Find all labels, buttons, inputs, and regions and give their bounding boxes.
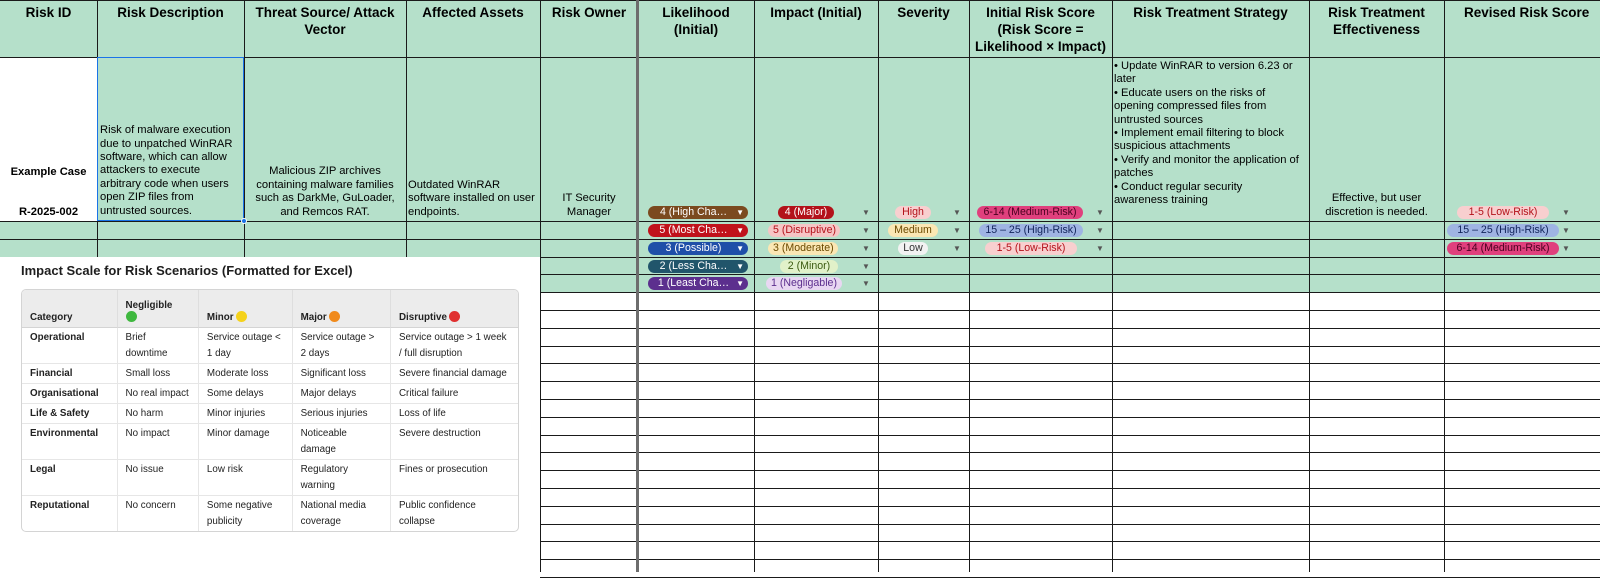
grid-row-line	[540, 435, 1600, 436]
initial-score-dropdown-1[interactable]	[977, 206, 1083, 219]
impact-table-row	[22, 404, 518, 424]
dropdown-caret-icon[interactable]: ▼	[1562, 226, 1570, 235]
threat-source-cell[interactable]: Malicious ZIP archives containing malware families such as DarkMe, GuLoader, and Remcos RAT.	[255, 165, 395, 218]
impact-col-label: Negligible	[125, 300, 173, 311]
impact-value-cell: Some delays	[198, 384, 292, 404]
likelihood-dropdown-3[interactable]	[648, 242, 748, 255]
risk-owner-cell[interactable]: IT Security Manager	[562, 192, 616, 218]
treatment-strategy-item: • Update WinRAR to version 6.23 or later	[1114, 60, 1293, 86]
impact-table-row	[22, 424, 518, 460]
impact-value-cell: Brief downtime	[117, 328, 198, 364]
impact-dropdown-1[interactable]	[778, 206, 834, 219]
impact-table-row	[22, 364, 518, 384]
column-header-7[interactable]: Impact (Initial)	[770, 5, 862, 20]
impact-dropdown-5[interactable]	[766, 277, 842, 290]
impact-value-cell: Regulatory warning	[292, 460, 390, 496]
impact-value-cell: Service outage < 1 day	[198, 328, 292, 364]
impact-dropdown-3[interactable]	[768, 242, 838, 255]
major-color-dot-icon	[329, 311, 340, 322]
impact-category-cell: Reputational	[30, 500, 90, 511]
dropdown-caret-icon[interactable]: ▼	[953, 226, 961, 235]
impact-col-header-minor	[198, 290, 292, 328]
impact-value-cell: Significant loss	[292, 364, 390, 384]
impact-value-cell: Serious injuries	[292, 404, 390, 424]
likelihood-dropdown-1-label: 4 (High Cha…	[659, 206, 728, 218]
impact-dropdown-2[interactable]	[768, 224, 840, 237]
grid-row-line	[540, 328, 1600, 329]
likelihood-dropdown-2[interactable]	[648, 224, 748, 237]
impact-value-cell: National media coverage	[292, 496, 390, 531]
likelihood-dropdown-5-label: 1 (Least Cha…	[657, 277, 730, 289]
dropdown-caret-icon: ▼	[736, 244, 744, 253]
severity-dropdown-3-label: Low	[903, 242, 923, 254]
impact-value-cell: Minor injuries	[198, 404, 292, 424]
severity-dropdown-1-label: High	[902, 206, 924, 218]
revised-score-dropdown-3-label: 6-14 (Medium-Risk)	[1456, 242, 1550, 254]
likelihood-dropdown-2-label: 5 (Most Cha…	[659, 224, 728, 236]
dropdown-caret-icon[interactable]: ▼	[862, 208, 870, 217]
severity-dropdown-2-label: Medium	[894, 224, 932, 236]
column-header-8[interactable]: Severity	[897, 5, 950, 20]
impact-value-cell: Service outage > 1 week / full disruption	[390, 328, 518, 364]
column-header-11[interactable]: Risk Treatment Effectiveness	[1328, 5, 1425, 37]
revised-score-dropdown-1[interactable]	[1457, 206, 1549, 219]
impact-value-cell: No impact	[117, 424, 198, 460]
grid-col-line	[878, 0, 879, 572]
dropdown-caret-icon[interactable]: ▼	[862, 262, 870, 271]
impact-table-row	[22, 328, 518, 364]
risk-id-cell[interactable]	[0, 57, 97, 221]
impact-category-cell: Financial	[22, 364, 117, 384]
grid-row-line	[540, 417, 1600, 418]
dropdown-caret-icon[interactable]: ▼	[1096, 244, 1104, 253]
column-header-5[interactable]: Risk Owner	[551, 5, 627, 20]
grid-col-line	[969, 0, 970, 572]
likelihood-dropdown-1[interactable]	[648, 206, 748, 219]
grid-row-line	[540, 524, 1600, 525]
treatment-strategy-item: • Implement email filtering to block suspicious attachments	[1114, 127, 1284, 153]
impact-value-cell: Noticeable damage	[292, 424, 390, 460]
impact-dropdown-4[interactable]	[780, 260, 838, 273]
treatment-strategy-item: • Conduct regular security awareness training	[1114, 180, 1243, 207]
impact-col-header-major	[292, 290, 390, 328]
impact-scale-panel	[0, 257, 540, 585]
impact-col-label: Category	[30, 312, 73, 323]
grid-row-line	[540, 470, 1600, 471]
dropdown-caret-icon[interactable]: ▼	[1562, 244, 1570, 253]
dropdown-caret-icon[interactable]: ▼	[1562, 208, 1570, 217]
revised-score-dropdown-2[interactable]	[1447, 224, 1559, 237]
impact-table-body	[22, 328, 518, 531]
negligible-color-dot-icon	[126, 311, 137, 322]
dropdown-caret-icon[interactable]: ▼	[953, 244, 961, 253]
impact-scale-table	[21, 289, 519, 532]
dropdown-caret-icon[interactable]: ▼	[1096, 226, 1104, 235]
impact-dropdown-2-label: 5 (Disruptive)	[773, 224, 836, 236]
likelihood-dropdown-4[interactable]	[648, 260, 748, 273]
impact-value-cell: No concern	[117, 496, 198, 531]
impact-value-cell: Moderate loss	[198, 364, 292, 384]
dropdown-caret-icon[interactable]: ▼	[862, 244, 870, 253]
grid-row-line	[540, 363, 1600, 364]
impact-value-cell: No real impact	[117, 384, 198, 404]
affected-assets-cell[interactable]: Outdated WinRAR software installed on user endpoints.	[408, 178, 535, 218]
grid-row-line	[540, 310, 1600, 311]
dropdown-caret-icon[interactable]: ▼	[1096, 208, 1104, 217]
impact-value-cell: Severe destruction	[390, 424, 518, 460]
risk-id-value: R-2025-002	[18, 206, 79, 218]
grid-col-line	[754, 0, 755, 572]
revised-score-dropdown-3[interactable]	[1447, 242, 1559, 255]
likelihood-dropdown-3-label: 3 (Possible)	[665, 242, 722, 254]
column-header-6[interactable]: Likelihood (Initial)	[662, 5, 730, 37]
grid-row-line	[540, 292, 1600, 293]
grid-row-line	[540, 381, 1600, 382]
initial-score-dropdown-3-label: 1-5 (Low-Risk)	[996, 242, 1066, 254]
severity-dropdown-2[interactable]	[888, 224, 938, 237]
impact-value-cell: Minor damage	[198, 424, 292, 460]
grid-row-line	[540, 346, 1600, 347]
column-header-4[interactable]: Affected Assets	[422, 5, 524, 20]
impact-dropdown-5-label: 1 (Negligable)	[771, 277, 837, 289]
impact-dropdown-4-label: 2 (Minor)	[787, 260, 831, 272]
impact-category-cell: Environmental	[22, 424, 117, 460]
column-header-1[interactable]: Risk ID	[25, 5, 72, 20]
dropdown-caret-icon: ▼	[736, 226, 744, 235]
grid-col-line	[1444, 0, 1445, 572]
impact-category-cell: Legal	[22, 460, 117, 496]
impact-value-cell: No harm	[117, 404, 198, 424]
initial-score-dropdown-2-label: 15 – 25 (High-Risk)	[985, 224, 1077, 236]
impact-col-label: Minor	[206, 312, 234, 323]
treatment-effectiveness-cell[interactable]: Effective, but user discretion is needed.	[1325, 192, 1428, 218]
revised-score-dropdown-1-label: 1-5 (Low-Risk)	[1468, 206, 1538, 218]
impact-value-cell: Low risk	[198, 460, 292, 496]
column-header-2[interactable]: Risk Description	[117, 5, 224, 20]
grid-row-line	[540, 452, 1600, 453]
initial-score-dropdown-3[interactable]	[985, 242, 1077, 255]
disruptive-color-dot-icon	[449, 311, 460, 322]
revised-score-dropdown-2-label: 15 – 25 (High-Risk)	[1457, 224, 1549, 236]
grid-row-line	[540, 506, 1600, 507]
initial-score-dropdown-2[interactable]	[979, 224, 1083, 237]
impact-category-cell: Organisational	[22, 384, 117, 404]
grid-row-line	[540, 577, 1600, 578]
impact-scale-title: Impact Scale for Risk Scenarios (Formatted for Excel)	[21, 263, 353, 278]
impact-table-row	[22, 384, 518, 404]
severity-dropdown-3[interactable]	[898, 242, 928, 255]
grid-row-line	[540, 274, 1600, 275]
grid-row-line	[540, 559, 1600, 560]
severity-dropdown-1[interactable]	[895, 206, 931, 219]
dropdown-caret-icon: ▼	[736, 208, 744, 217]
impact-value-cell: No issue	[117, 460, 198, 496]
impact-value-cell: Public confidence collapse	[390, 496, 518, 531]
impact-value-cell: Small loss	[117, 364, 198, 384]
dropdown-caret-icon[interactable]: ▼	[862, 226, 870, 235]
impact-value-cell: Severe financial damage	[390, 364, 518, 384]
column-header-3[interactable]: Threat Source/ Attack Vector	[255, 5, 395, 37]
impact-col-header-negligible	[117, 290, 198, 328]
impact-dropdown-3-label: 3 (Moderate)	[773, 242, 834, 254]
dropdown-caret-icon: ▼	[736, 262, 744, 271]
impact-value-cell: Service outage > 2 days	[292, 328, 390, 364]
impact-value-cell: Fines or prosecution	[390, 460, 518, 496]
impact-value-cell: Some negative publicity	[198, 496, 292, 531]
grid-row-line	[540, 399, 1600, 400]
dropdown-caret-icon[interactable]: ▼	[953, 208, 961, 217]
impact-value-cell: Critical failure	[390, 384, 518, 404]
dropdown-caret-icon: ▼	[736, 279, 744, 288]
selection-handle[interactable]	[241, 218, 247, 224]
impact-col-label: Disruptive	[398, 312, 447, 323]
treatment-strategy-item: • Educate users on the risks of opening compressed files from untrusted sources	[1114, 86, 1267, 126]
column-header-12[interactable]: Revised Risk Score	[1464, 5, 1590, 20]
grid-row-line	[0, 239, 1600, 240]
impact-col-header-category	[22, 290, 117, 328]
grid-row-line	[540, 488, 1600, 489]
impact-col-header-disruptive	[390, 290, 518, 328]
treatment-strategy-item: • Verify and monitor the application of patches	[1114, 153, 1299, 180]
likelihood-dropdown-5[interactable]	[648, 277, 748, 290]
impact-category-cell: Operational	[22, 328, 117, 364]
initial-score-dropdown-1-label: 6-14 (Medium-Risk)	[983, 206, 1077, 218]
impact-table-row	[22, 460, 518, 496]
column-header-10[interactable]: Risk Treatment Strategy	[1133, 5, 1288, 20]
impact-value-cell: Major delays	[292, 384, 390, 404]
impact-col-label: Major	[300, 312, 327, 323]
impact-value-cell: Loss of life	[390, 404, 518, 424]
minor-color-dot-icon	[236, 311, 247, 322]
risk-description-cell[interactable]: Risk of malware execution due to unpatched WinRAR software, which can allow attackers to execute arbitrary code when users open ZIP files from untrusted sources.	[97, 57, 244, 221]
dropdown-caret-icon[interactable]: ▼	[862, 279, 870, 288]
likelihood-dropdown-4-label: 2 (Less Cha…	[659, 260, 728, 272]
impact-dropdown-1-label: 4 (Major)	[784, 206, 828, 218]
impact-table-row	[22, 496, 518, 531]
treatment-strategy-cell[interactable]	[1112, 60, 1309, 221]
grid-row-line	[540, 541, 1600, 542]
grid-row-line	[0, 221, 1600, 222]
impact-category-cell: Life & Safety	[22, 404, 117, 424]
risk-id-label: Example Case	[10, 166, 87, 178]
column-header-9[interactable]: Initial Risk Score (Risk Score = Likelihood × Impact)	[975, 5, 1106, 54]
impact-table-header-row	[22, 290, 518, 328]
